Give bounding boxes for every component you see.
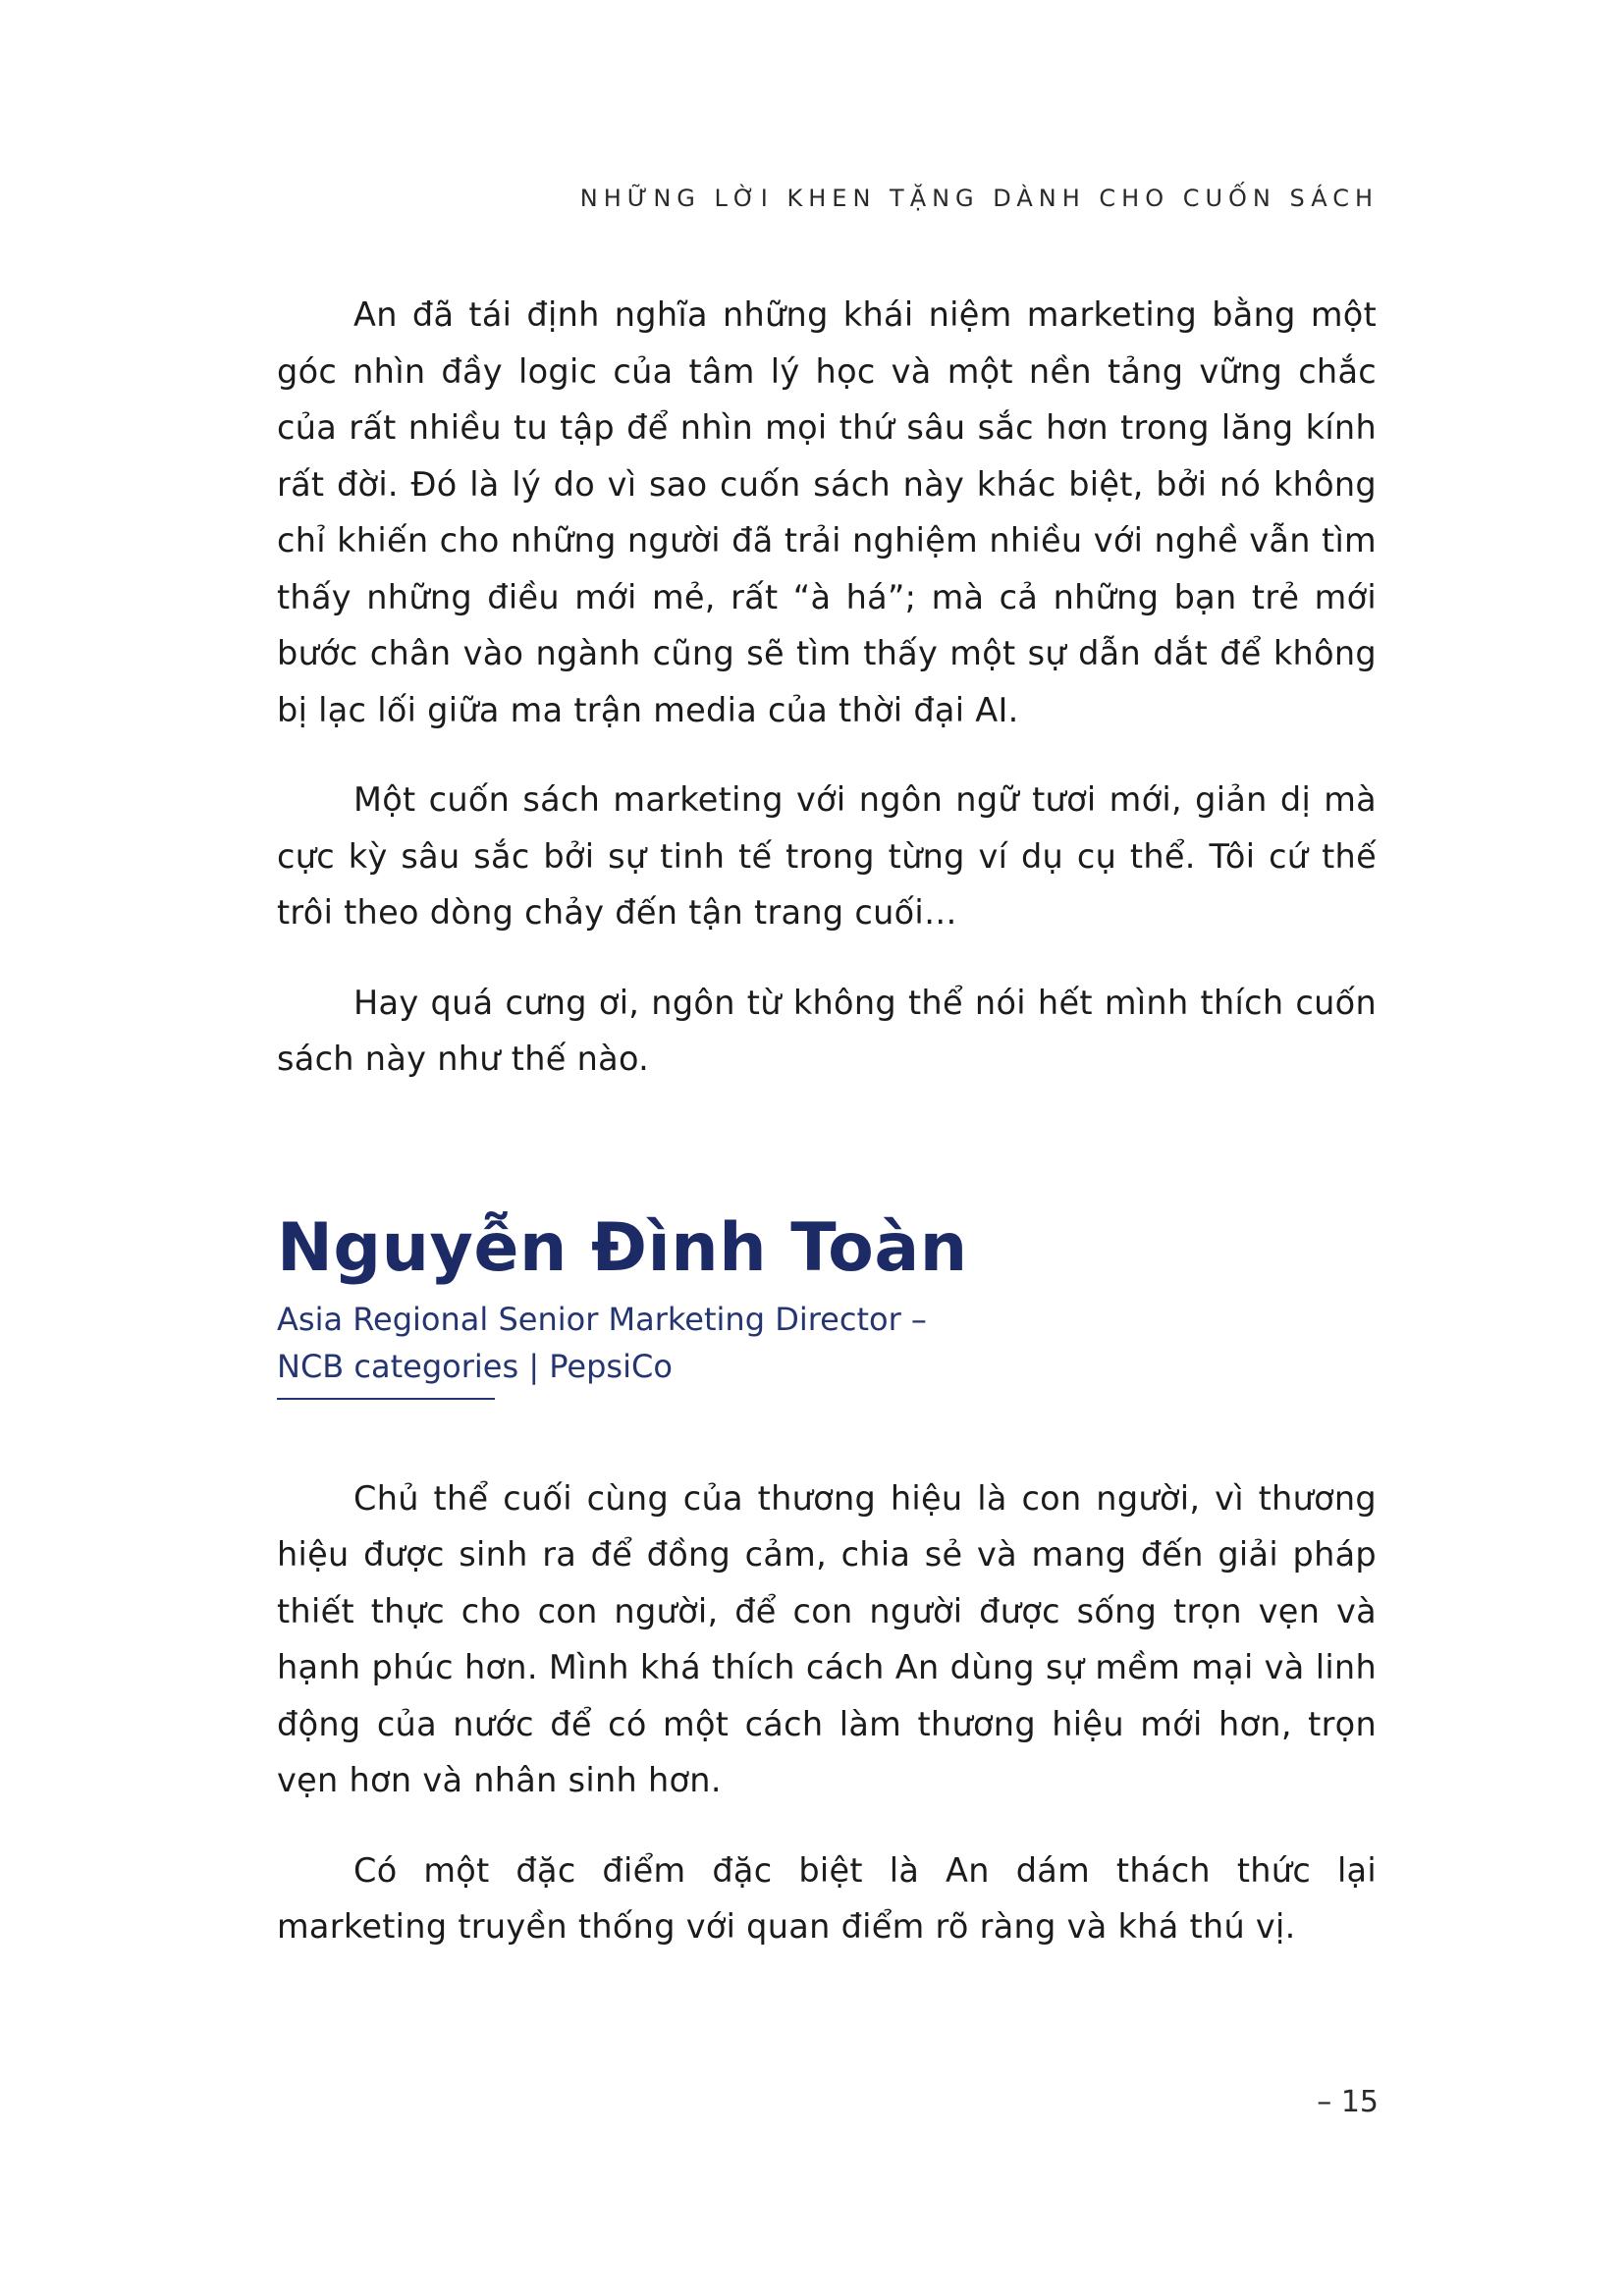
paragraph: An đã tái định nghĩa những khái niệm marketing bằng một góc nhìn đầy logic của tâm lý học và một nền tảng vững chắc của rất nhiều tu tập để nhìn mọi thứ sâu sắc hơn trong lăng kính rất đời. Đó là lý do vì sao cuốn sách này khác biệt, bởi nó không chỉ khiến cho những người đã trải nghiệm nhiều với nghề vẫn tìm thấy những điều mới mẻ, rất “à há”; mà cả những bạn trẻ mới bước chân vào ngành cũng sẽ tìm thấy một sự dẫn dắt để không bị lạc lối giữa ma trận media của thời đại AI.: [277, 295, 1377, 729]
paragraph: Hay quá cưng ơi, ngôn từ không thể nói hết mình thích cuốn sách này như thế nào.: [277, 983, 1377, 1078]
author-block: [277, 1209, 1377, 1400]
author-name: Nguyễn Đình Toàn: [277, 1208, 968, 1287]
author-role-line: NCB categories | PepsiCo: [277, 1347, 673, 1385]
paragraph: Một cuốn sách marketing với ngôn ngữ tươi mới, giản dị mà cực kỳ sâu sắc bởi sự tinh tế trong từng ví dụ cụ thể. Tôi cứ thế trôi theo dòng chảy đến tận trang cuối…: [277, 780, 1377, 932]
running-header: NHỮNG LỜI KHEN TẶNG DÀNH CHO CUỐN SÁCH: [579, 185, 1379, 212]
author-role-line: Asia Regional Senior Marketing Director –: [277, 1300, 927, 1338]
author-role: [277, 1296, 1377, 1390]
page-number: – 15: [1317, 2085, 1379, 2119]
page-body: [277, 287, 1377, 1989]
paragraph: Có một đặc điểm đặc biệt là An dám thách thức lại marketing truyền thống với quan điểm rõ ràng và khá thú vị.: [277, 1850, 1377, 1946]
paragraph: Chủ thể cuối cùng của thương hiệu là con người, vì thương hiệu được sinh ra để đồng cảm, chia sẻ và mang đến giải pháp thiết thực cho con người, để con người được sống trọn vẹn và hạnh phúc hơn. Mình khá thích cách An dùng sự mềm mại và linh động của nước để có một cách làm thương hiệu mới hơn, trọn vẹn hơn và nhân sinh hơn.: [277, 1478, 1377, 1799]
author-divider: [277, 1398, 495, 1400]
